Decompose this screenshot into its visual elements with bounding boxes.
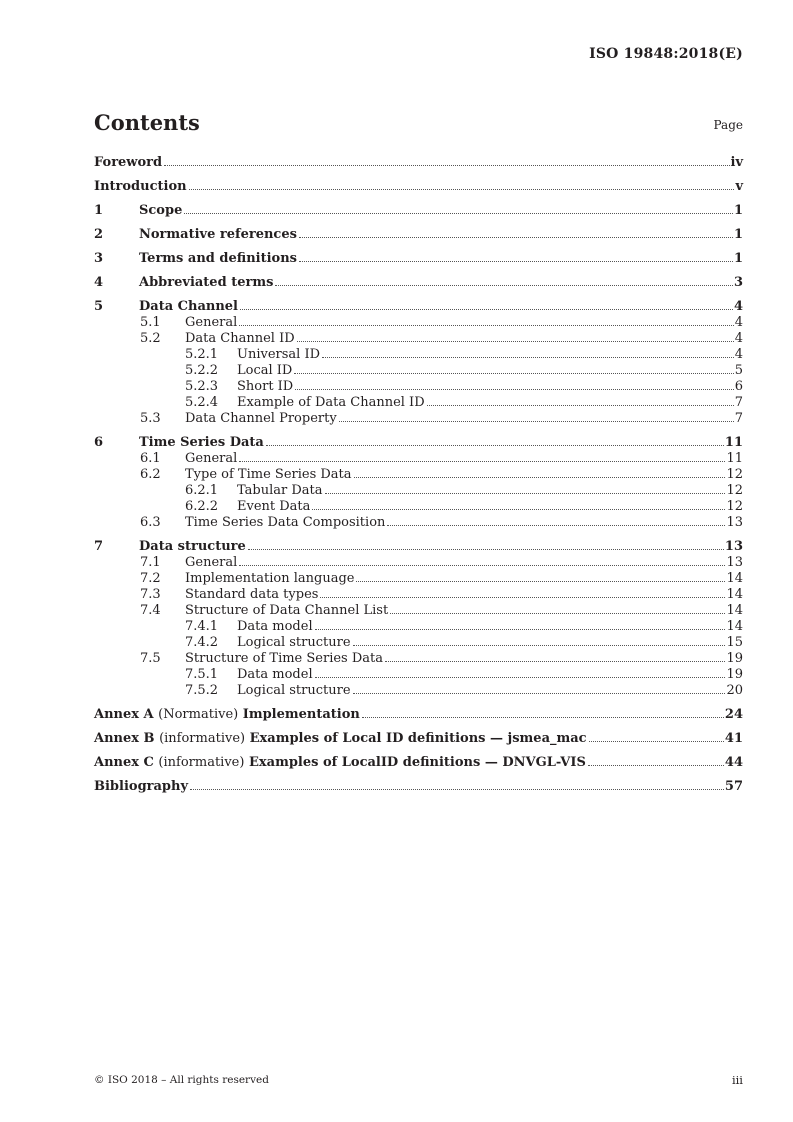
- toc-entry-text: Data Channel Property: [185, 411, 337, 426]
- toc-entry-page: 19: [726, 667, 743, 682]
- toc-entry-text: Logical structure: [237, 683, 351, 698]
- toc-entry-page: 3: [733, 275, 743, 290]
- toc-entry-title: [139, 299, 238, 315]
- toc-entry-page: 1: [733, 251, 743, 266]
- toc-entry-title: [237, 363, 292, 379]
- toc-entry-number: 5.2.2: [185, 363, 219, 378]
- toc-entry[interactable]: [94, 395, 743, 411]
- toc-entry-text: Examples of Local ID definitions — jsmea_mac: [249, 731, 587, 746]
- toc-entry-text: Data structure: [139, 539, 246, 554]
- toc-entry[interactable]: [94, 779, 743, 795]
- toc-entry-number: 6.1: [140, 451, 161, 466]
- dot-leader: [248, 549, 724, 550]
- toc-entry-page: v: [735, 179, 743, 194]
- toc-entry-page: 44: [724, 755, 743, 770]
- toc-entry-text: Data model: [237, 619, 313, 634]
- toc-entry[interactable]: [94, 587, 743, 603]
- toc-entry-text: Implementation: [242, 707, 360, 722]
- page-title: Contents: [94, 110, 200, 135]
- toc-entry-text: Introduction: [94, 179, 187, 194]
- page-number: iii: [731, 1073, 743, 1087]
- toc-entry-text: Data model: [237, 667, 313, 682]
- toc-entry[interactable]: [94, 539, 743, 555]
- toc-entry[interactable]: [94, 363, 743, 379]
- annex-label: Annex B: [94, 731, 155, 746]
- toc-entry-page: 13: [726, 555, 743, 570]
- toc-entry[interactable]: [94, 635, 743, 651]
- dot-leader: [240, 309, 733, 310]
- toc-entry-title: [94, 779, 188, 795]
- dot-leader: [362, 717, 724, 718]
- toc-entry-text: Local ID: [237, 363, 293, 378]
- toc-entry-title: [94, 731, 587, 747]
- dot-leader: [356, 581, 725, 582]
- dot-leader: [427, 405, 734, 406]
- dot-leader: [297, 341, 734, 342]
- toc-entry[interactable]: [94, 203, 743, 219]
- toc-entry-number: 4: [94, 275, 104, 290]
- toc-entry-text: Data Channel: [139, 299, 238, 314]
- toc-entry[interactable]: [94, 379, 743, 395]
- toc-entry[interactable]: [94, 707, 743, 723]
- toc-entry-title: [185, 451, 237, 467]
- toc-entry-text: Data Channel ID: [185, 331, 295, 346]
- toc-entry-text: Terms and definitions: [139, 251, 297, 266]
- toc-entry-page: 14: [726, 619, 743, 634]
- toc-entry-number: 5.1: [140, 315, 161, 330]
- toc-entry[interactable]: [94, 251, 743, 267]
- toc-entry-title: [237, 483, 323, 499]
- toc-entry-title: [185, 331, 295, 347]
- toc-entry[interactable]: [94, 451, 743, 467]
- document-id: ISO 19848:2018(E): [589, 46, 743, 62]
- dot-leader: [354, 477, 726, 478]
- toc-entry-number: 5.2: [140, 331, 161, 346]
- toc-entry-page: 57: [724, 779, 743, 794]
- dot-leader: [239, 325, 733, 326]
- dot-leader: [189, 189, 735, 190]
- toc-entry-page: 7: [734, 395, 743, 410]
- toc-entry[interactable]: [94, 467, 743, 483]
- dot-leader: [322, 357, 734, 358]
- toc-entry-page: 20: [726, 683, 743, 698]
- toc-entry-number: 6: [94, 435, 104, 450]
- toc-entry[interactable]: [94, 651, 743, 667]
- toc-entry-number: 1: [94, 203, 104, 218]
- toc-entry[interactable]: [94, 299, 743, 315]
- toc-entry-title: [185, 571, 354, 587]
- toc-entry-page: 19: [726, 651, 743, 666]
- annex-label: Annex C: [94, 755, 154, 770]
- toc-entry[interactable]: [94, 227, 743, 243]
- toc-entry-number: 7.5.2: [185, 683, 219, 698]
- toc-entry-text: Normative references: [139, 227, 297, 242]
- toc-entry-text: Universal ID: [237, 347, 321, 362]
- toc-entry-page: 14: [726, 571, 743, 586]
- toc-entry-text: General: [185, 315, 238, 330]
- toc-entry-text: Logical structure: [237, 635, 351, 650]
- toc-entry-text: Time Series Data Composition: [185, 515, 386, 530]
- annex-label: Annex A: [94, 707, 154, 722]
- toc-entry-number: 5: [94, 299, 104, 314]
- toc-entry[interactable]: [94, 331, 743, 347]
- toc-entry-page: 15: [726, 635, 743, 650]
- toc-entry-title: [139, 539, 246, 555]
- toc-entry-title: [237, 379, 293, 395]
- toc-entry-page: 14: [726, 587, 743, 602]
- toc-entry-page: 13: [726, 515, 743, 530]
- toc-entry-text: Short ID: [237, 379, 294, 394]
- dot-leader: [387, 525, 725, 526]
- toc-entry[interactable]: [94, 667, 743, 683]
- toc-entry-text: Type of Time Series Data: [185, 467, 352, 482]
- toc-entry-title: [237, 499, 310, 515]
- toc-entry[interactable]: [94, 619, 743, 635]
- toc-entry-number: 5.2.3: [185, 379, 219, 394]
- dot-leader: [315, 677, 726, 678]
- toc-entry-number: 7.4.2: [185, 635, 219, 650]
- dot-leader: [325, 493, 726, 494]
- toc-entry-text: Bibliography: [94, 779, 189, 794]
- toc-entry[interactable]: [94, 555, 743, 571]
- toc-entry-number: 7.3: [140, 587, 161, 602]
- annex-type-note: (informative): [159, 731, 246, 746]
- toc-entry-title: [139, 275, 273, 291]
- dot-leader: [239, 565, 725, 566]
- dot-leader: [589, 741, 724, 742]
- toc-entry[interactable]: [94, 683, 743, 699]
- page-column-label: Page: [713, 118, 743, 132]
- toc-entry-page: iv: [730, 155, 743, 170]
- toc-entry-page: 14: [726, 603, 743, 618]
- toc-entry-page: 4: [733, 299, 743, 314]
- dot-leader: [385, 661, 725, 662]
- toc-entry-title: [237, 667, 313, 683]
- toc-entry-title: [185, 411, 337, 427]
- toc-entry-title: [185, 651, 383, 667]
- toc-entry[interactable]: [94, 315, 743, 331]
- toc-entry[interactable]: [94, 731, 743, 747]
- toc-entry-page: 4: [734, 315, 743, 330]
- toc-entry-text: Structure of Time Series Data: [185, 651, 384, 666]
- toc-entry-page: 12: [726, 499, 743, 514]
- toc-entry-text: General: [185, 451, 238, 466]
- toc-entry-page: 13: [724, 539, 743, 554]
- dot-leader: [294, 373, 733, 374]
- annex-type-note: (Normative): [158, 707, 239, 722]
- toc-entry-text: General: [185, 555, 238, 570]
- dot-leader: [315, 629, 726, 630]
- toc-entry-text: Event Data: [237, 499, 311, 514]
- toc-entry-page: 24: [724, 707, 743, 722]
- toc-entry-title: [185, 587, 318, 603]
- toc-entry-text: Foreword: [94, 155, 163, 170]
- toc-entry-text: Scope: [139, 203, 183, 218]
- dot-leader: [390, 613, 725, 614]
- toc-entry-page: 7: [734, 411, 743, 426]
- toc-entry-page: 4: [734, 331, 743, 346]
- toc-entry-number: 6.2.1: [185, 483, 219, 498]
- toc-entry-page: 1: [733, 203, 743, 218]
- toc-entry-text: Tabular Data: [237, 483, 323, 498]
- toc-entry-page: 12: [726, 483, 743, 498]
- toc-entry-title: [94, 707, 360, 723]
- toc-entry-title: [185, 515, 385, 531]
- toc-entry-page: 11: [726, 451, 743, 466]
- toc-entry-number: 7.2: [140, 571, 161, 586]
- toc-entry-title: [185, 315, 237, 331]
- toc-entry-title: [237, 635, 351, 651]
- dot-leader: [184, 213, 733, 214]
- toc-entry-text: Examples of LocalID definitions — DNVGL-VIS: [248, 755, 586, 770]
- dot-leader: [312, 509, 725, 510]
- toc-entry-page: 5: [734, 363, 743, 378]
- toc-entry-page: 12: [726, 467, 743, 482]
- toc-entry-number: 3: [94, 251, 104, 266]
- toc-entry-title: [139, 251, 297, 267]
- toc-entry-page: 6: [734, 379, 743, 394]
- dot-leader: [299, 237, 733, 238]
- toc-entry[interactable]: [94, 603, 743, 619]
- toc-entry[interactable]: [94, 515, 743, 531]
- dot-leader: [295, 389, 733, 390]
- toc-entry-title: [237, 619, 313, 635]
- dot-leader: [190, 789, 724, 790]
- toc-entry-number: 7.4.1: [185, 619, 219, 634]
- toc-entry-text: Abbreviated terms: [139, 275, 274, 290]
- toc-entry-title: [237, 683, 351, 699]
- toc-entry-number: 7: [94, 539, 104, 554]
- dot-leader: [353, 645, 726, 646]
- toc-entry-title: [94, 155, 162, 171]
- toc-entry-number: 6.3: [140, 515, 161, 530]
- toc-entry-text: Example of Data Channel ID: [237, 395, 425, 410]
- toc-entry[interactable]: [94, 571, 743, 587]
- toc-entry-text: Standard data types: [185, 587, 319, 602]
- toc-entry-text: Time Series Data: [139, 435, 264, 450]
- toc-entry-title: [185, 603, 388, 619]
- toc-entry[interactable]: [94, 275, 743, 291]
- toc-entry-title: [139, 435, 264, 451]
- toc-entry-text: Implementation language: [185, 571, 355, 586]
- toc-entry-title: [94, 755, 586, 771]
- dot-leader: [275, 285, 733, 286]
- toc-entry[interactable]: [94, 483, 743, 499]
- toc-entry-number: 5.2.1: [185, 347, 219, 362]
- toc-entry-title: [237, 347, 320, 363]
- toc-entry-page: 11: [724, 435, 743, 450]
- toc-entry-title: [237, 395, 425, 411]
- dot-leader: [266, 445, 724, 446]
- toc-entry-page: 4: [734, 347, 743, 362]
- dot-leader: [239, 461, 725, 462]
- toc-entry-number: 5.3: [140, 411, 161, 426]
- toc-entry[interactable]: [94, 435, 743, 451]
- toc-entry-number: 5.2.4: [185, 395, 219, 410]
- dot-leader: [164, 165, 729, 166]
- toc-entry-number: 7.1: [140, 555, 161, 570]
- toc-entry[interactable]: [94, 411, 743, 427]
- toc-entry[interactable]: [94, 179, 743, 195]
- toc-entry-title: [185, 467, 352, 483]
- toc-entry-number: 6.2.2: [185, 499, 219, 514]
- dot-leader: [339, 421, 734, 422]
- toc-entry-title: [185, 555, 237, 571]
- table-of-contents: [94, 155, 743, 795]
- annex-type-note: (informative): [158, 755, 245, 770]
- dot-leader: [299, 261, 733, 262]
- toc-entry-title: [139, 227, 297, 243]
- toc-entry-title: [94, 179, 187, 195]
- toc-entry-page: 1: [733, 227, 743, 242]
- dot-leader: [588, 765, 724, 766]
- copyright-notice: © ISO 2018 – All rights reserved: [94, 1074, 269, 1086]
- toc-entry-title: [139, 203, 182, 219]
- dot-leader: [353, 693, 726, 694]
- toc-entry-number: 7.5: [140, 651, 161, 666]
- toc-entry[interactable]: [94, 499, 743, 515]
- dot-leader: [320, 597, 725, 598]
- toc-entry-number: 6.2: [140, 467, 161, 482]
- toc-entry[interactable]: [94, 155, 743, 171]
- toc-entry-number: 2: [94, 227, 104, 242]
- toc-entry[interactable]: [94, 347, 743, 363]
- toc-entry-page: 41: [724, 731, 743, 746]
- toc-entry-number: 7.4: [140, 603, 161, 618]
- toc-entry[interactable]: [94, 755, 743, 771]
- toc-entry-number: 7.5.1: [185, 667, 219, 682]
- toc-entry-text: Structure of Data Channel List: [185, 603, 389, 618]
